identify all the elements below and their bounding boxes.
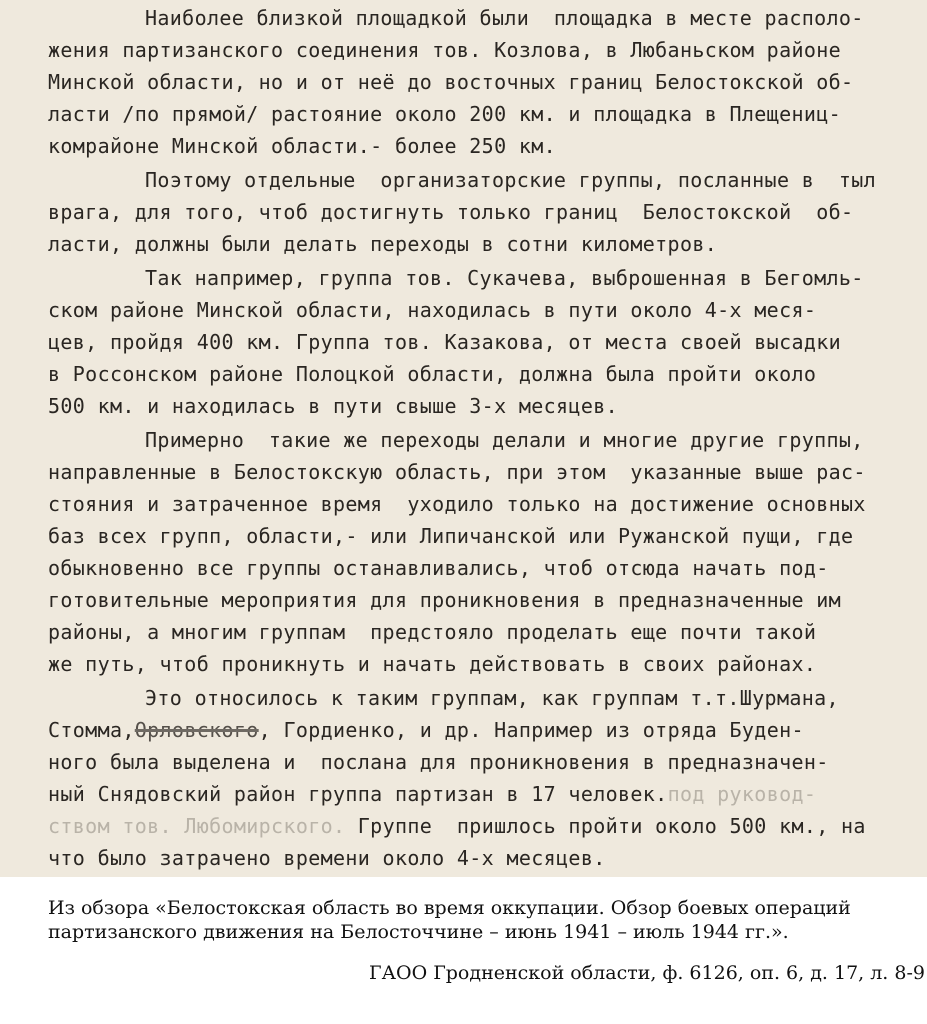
typed-line: 500 км. и находилась в пути свыше 3-х месяцев. [48, 394, 618, 418]
typed-line: направленные в Белостокскую область, при этом указанные выше рас- [48, 460, 866, 484]
typed-line: Минской области, но и от неё до восточных границ Белостокской об- [48, 70, 854, 94]
typed-line: ласти /по прямой/ растояние около 200 км. и площадка в Плещениц- [48, 102, 842, 126]
typed-fragment: Группе пришлось пройти около 500 км., на [345, 814, 866, 838]
typed-fragment: Стомма, [48, 718, 135, 742]
typed-line: ного была выделена и послана для проникновения в предназначен- [48, 750, 829, 774]
struck-out-name: Орловского [134, 718, 259, 742]
typed-line [48, 780, 816, 808]
typed-fragment: , Гордиенко, и др. Например из отряда Буден- [258, 718, 804, 742]
faded-text: ством тов. Любомирского. [48, 814, 346, 838]
typed-line: районы, а многим группам предстояло проделать еще почти такой [48, 620, 817, 644]
typed-line: в Россонском районе Полоцкой области, должна была пройти около [48, 362, 817, 386]
typed-line: стояния и затраченное время уходило только на достижение основных [48, 492, 866, 516]
typed-line: врага, для того, чтоб достигнуть только границ Белостокской об- [48, 200, 854, 224]
typed-line: баз всех групп, области,- или Липичанской или Ружанской пущи, где [48, 524, 854, 548]
typed-line [48, 716, 804, 744]
typed-line: жения партизанского соединения тов. Козлова, в Любаньском районе [48, 38, 842, 62]
typed-line: Наиболее близкой площадкой были площадка в месте располо- [145, 6, 864, 30]
faded-text: под руковод- [667, 782, 817, 806]
typed-line: Примерно такие же переходы делали и многие другие группы, [145, 428, 864, 452]
typed-line: ском районе Минской области, находилась в пути около 4-х меся- [48, 298, 817, 322]
typed-line: цев, пройдя 400 км. Группа тов. Казакова, от места своей высадки [48, 330, 842, 354]
typed-line: же путь, чтоб проникнуть и начать действовать в своих районах. [48, 652, 817, 676]
archive-source-reference: ГАОО Гродненской области, ф. 6126, оп. 6, д. 17, л. 8-9 [369, 962, 925, 984]
typed-line: Поэтому отдельные организаторские группы, посланные в тыл [145, 168, 877, 192]
typed-line: Так например, группа тов. Сукачева, выброшенная в Бегомль- [145, 266, 864, 290]
typed-line: комрайоне Минской области.- более 250 км. [48, 134, 557, 158]
image-caption: Из обзора «Белостокская область во время оккупации. Обзор боевых операций партизанского движения на Белосточчине – июнь 1941 – июль 1944 гг.». [48, 897, 851, 943]
typed-line: обыкновенно все группы останавливались, чтоб отсюда начать под- [48, 556, 829, 580]
typed-line: что было затрачено времени около 4-х месяцев. [48, 846, 606, 870]
typed-line [48, 812, 866, 840]
typed-line: Это относилось к таким группам, как группам т.т.Шурмана, [145, 686, 839, 710]
typed-fragment: ный Снядовский район группа партизан в 17 человек. [48, 782, 668, 806]
typed-line: ласти, должны были делать переходы в сотни километров. [48, 232, 718, 256]
typed-line: готовительные мероприятия для проникновения в предназначенные им [48, 588, 842, 612]
